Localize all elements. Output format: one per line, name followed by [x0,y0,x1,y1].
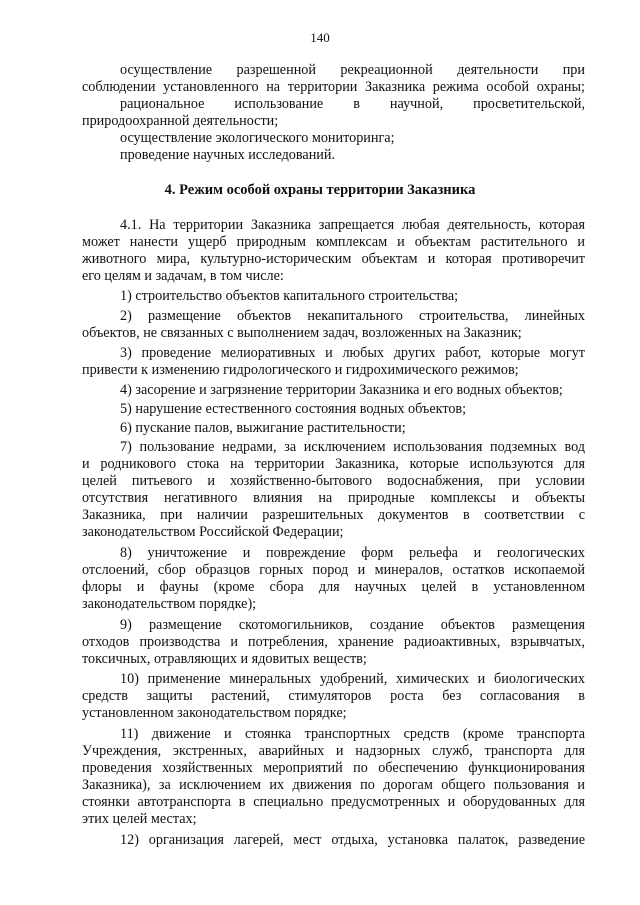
text-line: рациональное использование в научной, просветительской, [120,96,585,112]
text-line: отсутствия негативного влияния на природные комплексы и объекты [82,490,585,506]
text-line: законодательством порядке); [82,596,257,612]
text-line: 6) пускание палов, выжигание растительности; [120,420,406,436]
text-line: этих целей местах; [82,811,197,827]
text-line: 2) размещение объектов некапитального строительства, линейных [120,308,585,324]
text-line: 7) пользование недрами, за исключением использования подземных вод [120,439,585,455]
text-line: отслоений, сбор образцов горных пород и минералов, остатков ископаемой [82,562,585,578]
section-heading: 4. Режим особой охраны территории Заказника [164,182,476,198]
text-line: 8) уничтожение и повреждение форм рельефа и геологических [120,545,585,561]
text-line: 12) организация лагерей, мест отдыха, установка палаток, разведение [120,832,585,848]
text-line: 1) строительство объектов капитального строительства; [120,288,459,304]
text-line: законодательством Российской Федерации; [82,524,344,540]
text-line: установленном законодательством порядке; [82,705,347,721]
text-line: токсичных, отравляющих и ядовитых веществ; [82,651,367,667]
text-line: Заказника), за исключением их движения по дорогам общего пользования и [82,777,585,793]
text-line: и родникового стока на территории Заказника, которые используются для [82,456,585,472]
text-line: объектов, не связанных с выполнением задач, возложенных на Заказник; [82,325,522,341]
text-line: может нанести ущерб природным комплексам и объектам растительного и [82,234,585,250]
text-line: осуществление разрешенной рекреационной деятельности при [120,62,585,78]
text-line: 5) нарушение естественного состояния водных объектов; [120,401,467,417]
text-line: флоры и фауны (кроме сбора для научных целей в установленном [82,579,585,595]
text-line: проведение научных исследований. [120,147,336,163]
text-line: 9) размещение скотомогильников, создание объектов размещения [120,617,585,633]
text-line: проведения хозяйственных мероприятий по обеспечению функционирования [82,760,585,776]
text-line: Учреждения, экстренных, аварийных и надзорных служб, транспорта для [82,743,585,759]
text-line: его целям и задачам, в том числе: [82,268,284,284]
text-line: осуществление экологического мониторинга; [120,130,395,146]
text-line: отходов производства и потребления, хранение радиоактивных, взрывчатых, [82,634,585,650]
text-line: целей питьевого и хозяйственно-бытового водоснабжения, при условии [82,473,585,489]
text-line: 3) проведение мелиоративных и любых других работ, которые могут [120,345,585,361]
text-line: 10) применение минеральных удобрений, химических и биологических [120,671,585,687]
text-line: стоянки автотранспорта в специально предусмотренных и оборудованных для [82,794,585,810]
text-line: привести к изменению гидрологического и гидрохимического режимов; [82,362,519,378]
text-line: соблюдении установленного на территории Заказника режима особой охраны; [82,79,585,95]
text-line: 4) засорение и загрязнение территории Заказника и его водных объектов; [120,382,563,398]
text-line: природоохранной деятельности; [82,113,279,129]
text-line: 4.1. На территории Заказника запрещается любая деятельность, которая [120,217,585,233]
page-number: 140 [310,30,330,45]
text-line: животного мира, культурно-историческим объектам и которая противоречит [82,251,585,267]
text-line: 11) движение и стоянка транспортных средств (кроме транспорта [120,726,585,742]
text-line: средств защиты растений, стимуляторов роста без согласования в [82,688,585,704]
text-line: Заказника, при наличии разрешительных документов в соответствии с [82,507,585,523]
